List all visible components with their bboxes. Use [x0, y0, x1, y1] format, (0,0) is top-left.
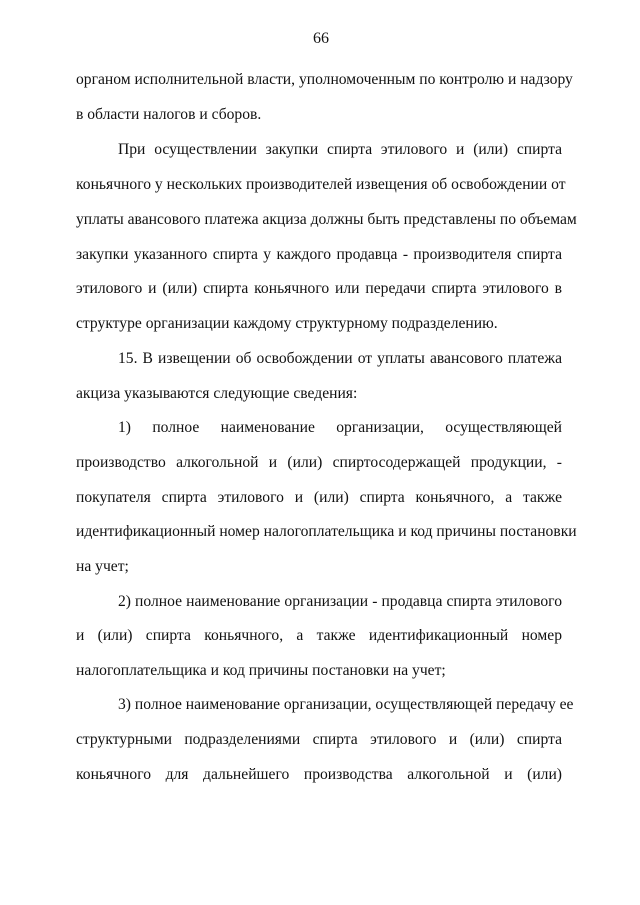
list-item-first-line: 3) полное наименование организации, осуществляющей передачу ее [118, 696, 574, 713]
text-line: органом исполнительной власти, уполномоченным по контролю и надзору [76, 71, 573, 88]
text-line: закупки указанного спирта у каждого продавца - производителя спирта [76, 246, 562, 263]
text-line: коньячного для дальнейшего производства алкогольной и (или) [76, 766, 562, 783]
text-line: на учет; [76, 558, 129, 575]
list-item-first-line: 1) полное наименование организации, осуществляющей [118, 419, 562, 436]
text-line: этилового и (или) спирта коньячного или передачи спирта этилового в [76, 280, 562, 297]
text-line: акциза указываются следующие сведения: [76, 385, 358, 402]
text-line: идентификационный номер налогоплательщика и код причины постановки [76, 523, 577, 540]
text-line: структуре организации каждому структурному подразделению. [76, 315, 498, 332]
paragraph-first-line: При осуществлении закупки спирта этилового и (или) спирта [118, 141, 562, 158]
text-line: производство алкогольной и (или) спиртосодержащей продукции, - [76, 454, 562, 471]
text-line: уплаты авансового платежа акциза должны быть представлены по объемам [76, 211, 577, 228]
page-number: 66 [313, 30, 329, 47]
text-line: коньячного у нескольких производителей извещения об освобождении от [76, 176, 566, 193]
paragraph-first-line: 15. В извещении об освобождении от уплаты авансового платежа [118, 350, 562, 367]
text-line: структурными подразделениями спирта этилового и (или) спирта [76, 731, 562, 748]
text-line: в области налогов и сборов. [76, 106, 262, 123]
text-line: налогоплательщика и код причины постановки на учет; [76, 662, 446, 679]
text-line: покупателя спирта этилового и (или) спирта коньячного, а также [76, 489, 562, 506]
text-line: и (или) спирта коньячного, а также идентификационный номер [76, 627, 562, 644]
list-item-first-line: 2) полное наименование организации - продавца спирта этилового [118, 593, 562, 610]
